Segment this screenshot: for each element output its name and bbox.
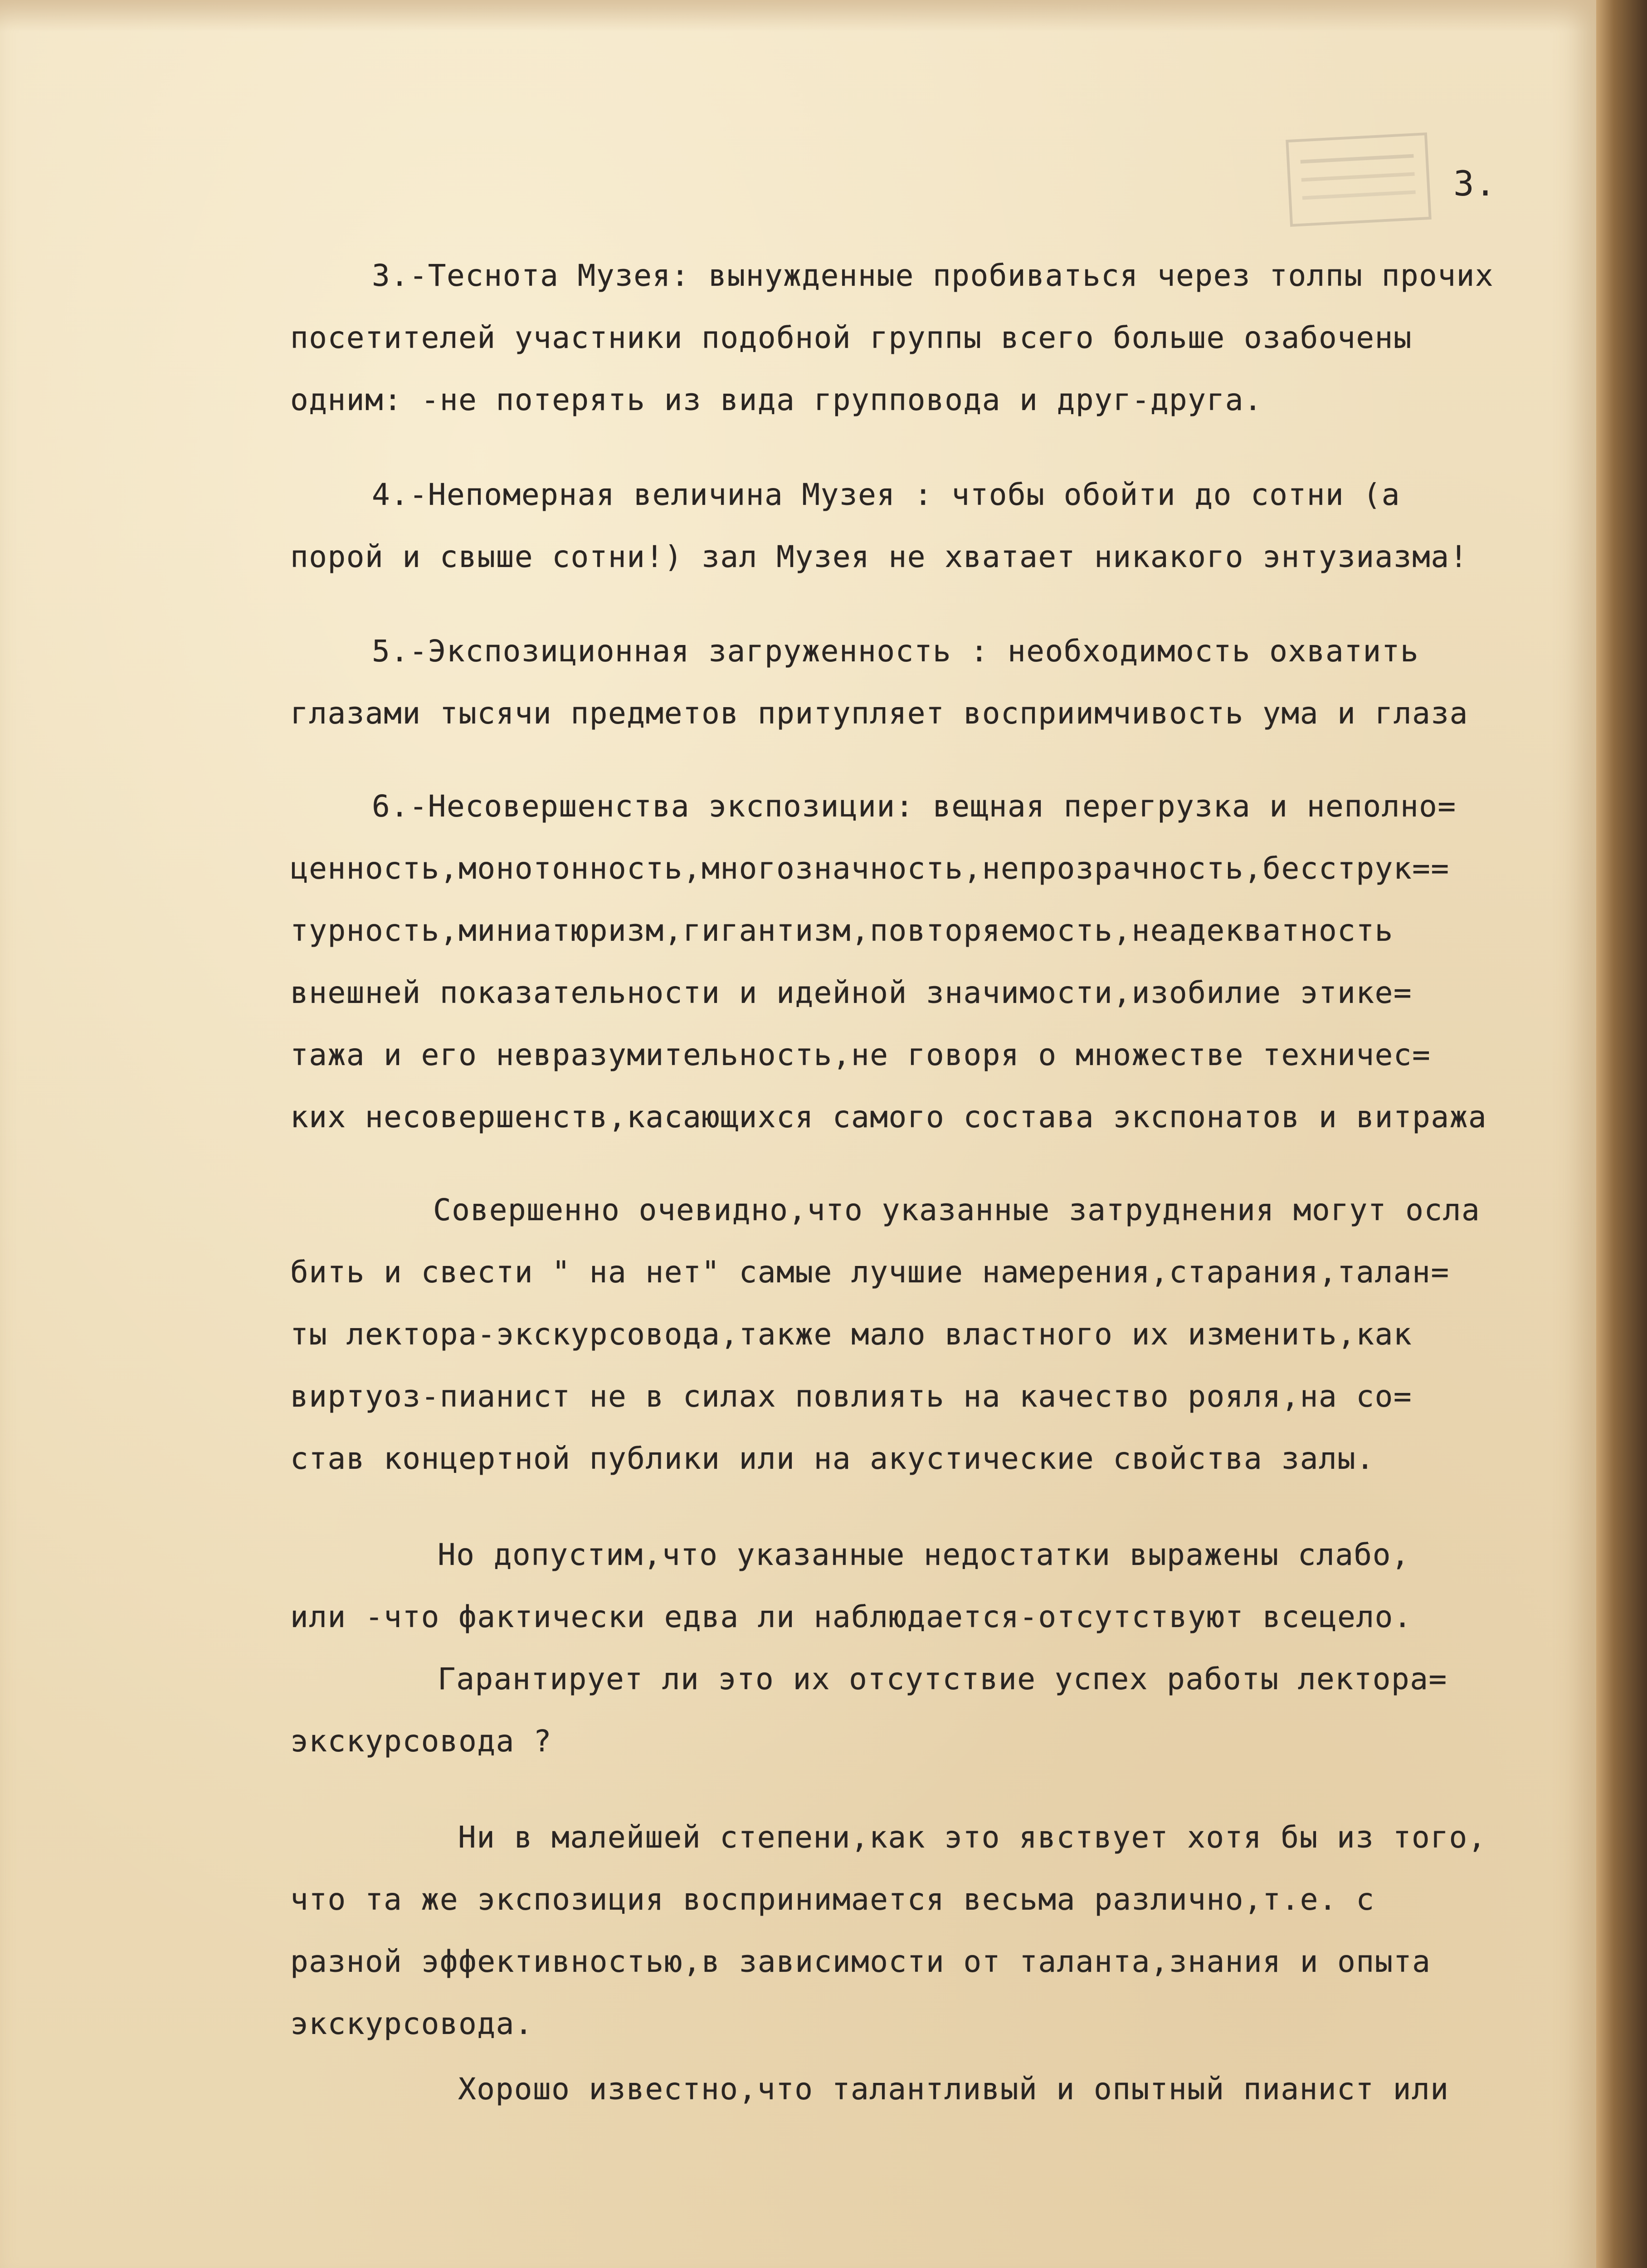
text-line: ких несовершенств,касающихся самого состава экспонатов и витража xyxy=(290,1100,1487,1134)
text-line: экскурсовода. xyxy=(290,2006,534,2041)
paper-stack-edge xyxy=(1596,0,1647,2268)
text-line: 3.-Теснота Музея: вынужденные пробиваться через толпы прочих xyxy=(372,258,1494,293)
text-line: 4.-Непомерная величина Музея : чтобы обойти до сотни (а xyxy=(372,477,1400,512)
page-number: 3. xyxy=(1453,163,1497,204)
text-line: порой и свыше сотни!) зал Музея не хватает никакого энтузиазма! xyxy=(290,539,1468,574)
text-line: посетителей участники подобной группы всего больше озабочены xyxy=(290,320,1413,355)
text-line: внешней показательности и идейной значимости,изобилие этике= xyxy=(290,975,1413,1010)
text-line: Хорошо известно,что талантливый и опытный пианист или xyxy=(458,2072,1449,2107)
text-line: тажа и его невразумительность,не говоря о множестве техничес= xyxy=(290,1037,1431,1072)
text-line: одним: -не потерять из вида групповода и друг-друга. xyxy=(290,382,1263,417)
text-line: ты лектора-экскурсовода,также мало властного их изменить,как xyxy=(290,1317,1413,1352)
text-line: разной эффективностью,в зависимости от таланта,знания и опыта xyxy=(290,1944,1431,1979)
text-line: став концертной публики или на акустические свойства залы. xyxy=(290,1441,1375,1476)
text-line: ценность,монотонность,многозначность,непрозрачность,бесструк== xyxy=(290,851,1450,886)
text-line: глазами тысячи предметов притупляет восприимчивость ума и глаза xyxy=(290,696,1468,731)
text-line: 6.-Несовершенства экспозиции: вещная перегрузка и неполно= xyxy=(372,789,1457,824)
paper-top-strip xyxy=(0,0,1596,32)
text-line: 5.-Экспозиционная загруженность : необходимость охватить xyxy=(372,634,1419,669)
text-line: бить и свести " на нет" самые лучшие намерения,старания,талан= xyxy=(290,1255,1450,1290)
text-line: Совершенно очевидно,что указанные затруднения могут осла xyxy=(433,1193,1481,1227)
text-line: или -что фактически едва ли наблюдается-отсутствуют всецело. xyxy=(290,1599,1413,1634)
text-line: что та же экспозиция воспринимается весьма различно,т.е. с xyxy=(290,1882,1375,1917)
text-line: экскурсовода ? xyxy=(290,1724,552,1759)
text-line: Ни в малейшей степени,как это явствует хотя бы из того, xyxy=(458,1820,1486,1855)
text-line: турность,миниатюризм,гигантизм,повторяемость,неадекватность xyxy=(290,913,1394,948)
text-line: Но допустим,что указанные недостатки выражены слабо, xyxy=(438,1537,1410,1572)
text-line: виртуоз-пианист не в силах повлиять на качество рояля,на со= xyxy=(290,1379,1413,1414)
archive-stamp xyxy=(1286,132,1432,227)
text-line: Гарантирует ли это их отсутствие успех работы лектора= xyxy=(438,1662,1447,1696)
